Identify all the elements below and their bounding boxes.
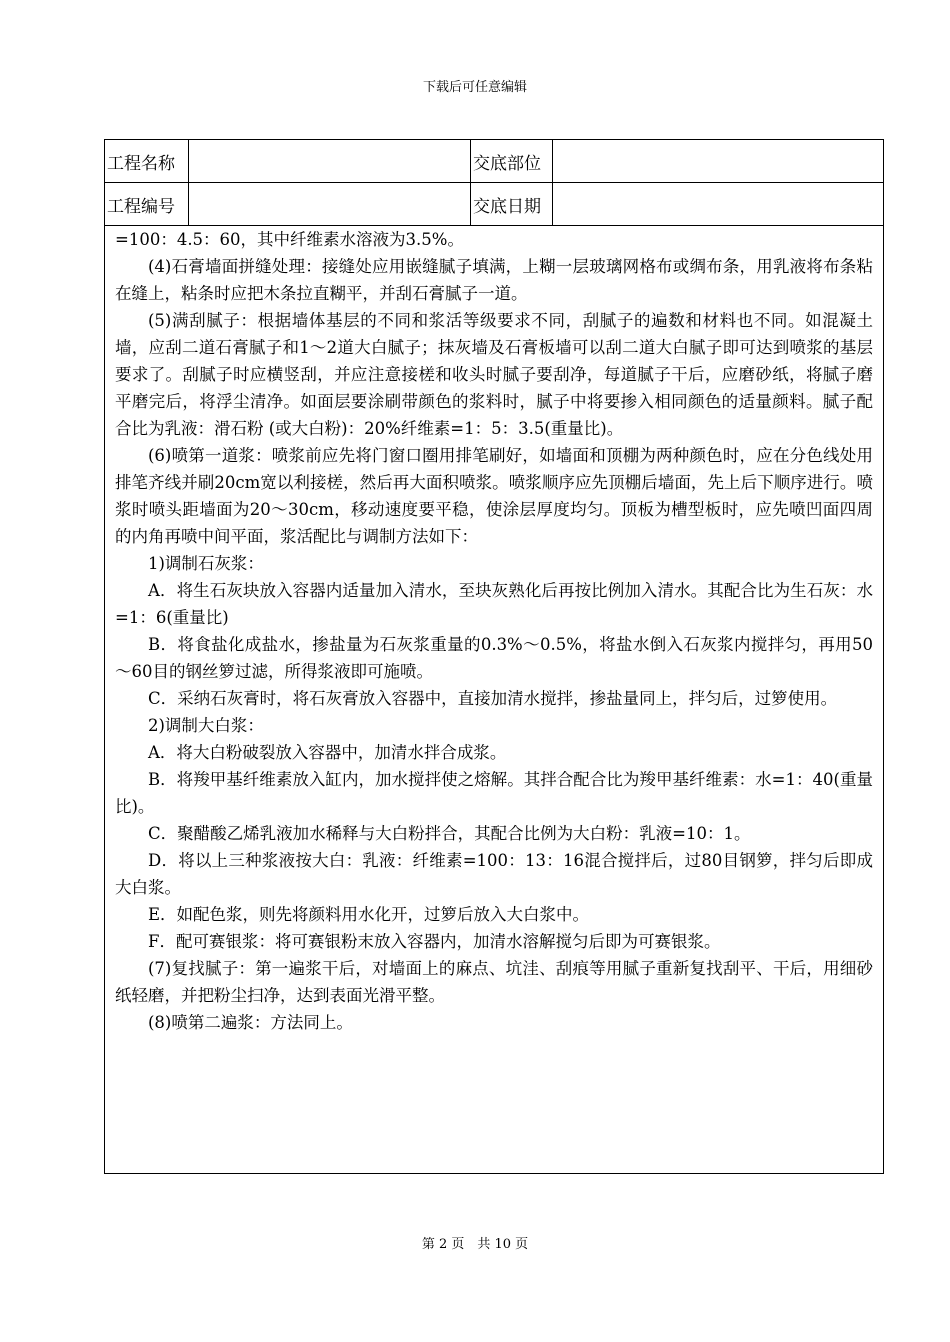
content-paragraph: C．聚醋酸乙烯乳液加水稀释与大白粉拌合，其配合比例为大白粉：乳液=10：1。: [148, 824, 751, 843]
disclosure-sheet: [104, 139, 884, 1174]
header-note: 下载后可任意编辑: [422, 80, 527, 95]
content-paragraph: (6)喷第一道浆：喷浆前应先将门窗口圈用排笔刷好，如墙面和顶棚为两种颜色时，应在分色线处用排笔齐线并刷20cm宽以利接槎，然后再大面积喷浆。喷浆顺序应先顶棚后墙面，先上后下顺序进行。喷浆时喷头距墙面为20～30cm，移动速度要平稳，使涂层厚度均匀。顶板为槽型板时，应先喷凹面四周的内角再喷中间平面，浆活配比与调制方法如下：: [115, 446, 873, 546]
disclosure-part-field[interactable]: [553, 140, 883, 182]
page-number: 第 2 页 共 10 页: [421, 1237, 529, 1252]
info-row-2: [105, 183, 883, 226]
content-paragraph: (5)满刮腻子：根据墙体基层的不同和浆活等级要求不同，刮腻子的遍数和材料也不同。如混凝土墙，应刮二道石膏腻子和1～2道大白腻子；抹灰墙及石膏板墙可以刮二道大白腻子即可达到喷浆的基层要求了。刮腻子时应横竖刮，并应注意接槎和收头时腻子要刮净，每道腻子干后，应磨砂纸，将腻子磨平磨完后，将浮尘清净。如面层要涂刷带颜色的浆料时，腻子中将要掺入相同颜色的适量颜料。腻子配合比为乳液：滑石粉 (或大白粉)：20%纤维素=1：5：3.5(重量比)。: [115, 311, 873, 438]
disclosure-date-label: 交底日期: [471, 183, 553, 225]
project-name-field[interactable]: [189, 140, 471, 182]
content-paragraph: 1)调制石灰浆：: [148, 554, 264, 573]
project-number-label: 工程编号: [105, 183, 189, 225]
content-paragraph: (4)石膏墙面拼缝处理：接缝处应用嵌缝腻子填满，上糊一层玻璃网格布或绸布条，用乳液将布条粘在缝上，粘条时应把木条拉直糊平，并刮石膏腻子一道。: [115, 257, 873, 303]
content-paragraph: C．采纳石灰膏时，将石灰膏放入容器中，直接加清水搅拌，掺盐量同上，拌匀后，过箩使用。: [148, 689, 838, 708]
disclosure-part-label: 交底部位: [471, 140, 553, 182]
content-paragraph: F．配可赛银浆：将可赛银粉末放入容器内，加清水溶解搅匀后即为可赛银浆。: [148, 932, 721, 951]
project-name-label: 工程名称: [105, 140, 189, 182]
content-paragraph: (7)复找腻子：第一遍浆干后，对墙面上的麻点、坑洼、刮痕等用腻子重新复找刮平、干后，用细砂纸轻磨，并把粉尘扫净，达到表面光滑平整。: [115, 959, 873, 1005]
content-paragraph: D．将以上三种浆液按大白：乳液：纤维素=100：13：16混合搅拌后，过80目钢箩，拌匀后即成大白浆。: [115, 851, 873, 897]
disclosure-date-field[interactable]: [553, 183, 883, 225]
content-paragraph: A．将生石灰块放入容器内适量加入清水，至块灰熟化后再按比例加入清水。其配合比为生石灰：水=1：6(重量比): [115, 581, 873, 627]
project-number-field[interactable]: [189, 183, 471, 225]
content-paragraph: 2)调制大白浆：: [148, 716, 264, 735]
disclosure-content: [105, 226, 883, 1036]
content-paragraph: B．将食盐化成盐水，掺盐量为石灰浆重量的0.3%～0.5%，将盐水倒入石灰浆内搅拌匀，再用50～60目的钢丝箩过滤，所得浆液即可施喷。: [115, 635, 873, 681]
content-paragraph: B．将羧甲基纤维素放入缸内，加水搅拌使之熔解。其拌合配合比为羧甲基纤维素：水=1：40(重量比)。: [115, 770, 873, 816]
content-paragraph: (8)喷第二遍浆：方法同上。: [148, 1013, 353, 1032]
content-paragraph: E．如配色浆，则先将颜料用水化开，过箩后放入大白浆中。: [148, 905, 590, 924]
content-paragraph: A．将大白粉破裂放入容器中，加清水拌合成浆。: [148, 743, 507, 762]
info-row-1: [105, 140, 883, 183]
content-paragraph: =100：4.5：60，其中纤维素水溶液为3.5%。: [115, 230, 464, 249]
